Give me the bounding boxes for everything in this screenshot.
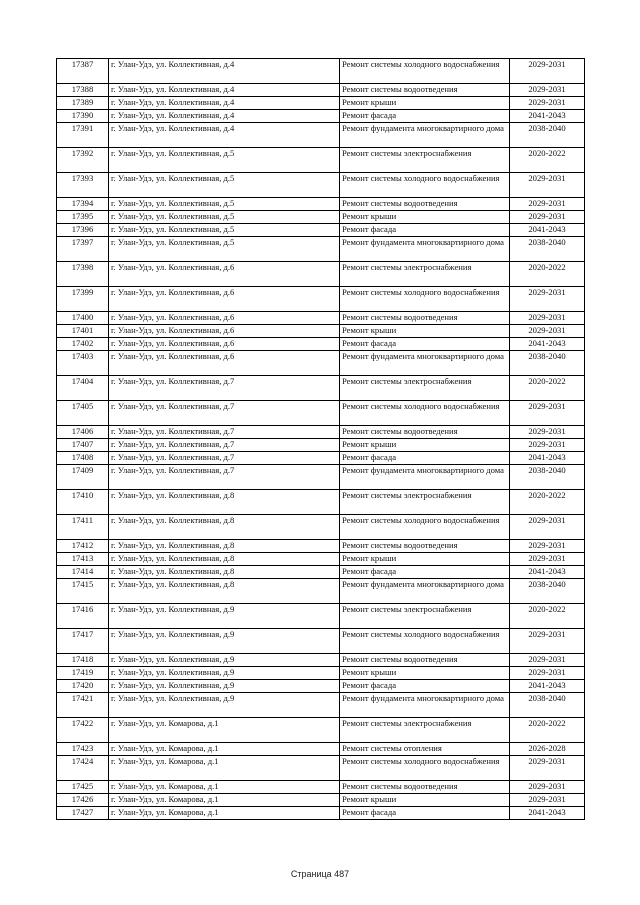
- period-cell: 2029-2031: [510, 629, 585, 654]
- period-cell: 2041-2043: [510, 452, 585, 465]
- period-cell: 2041-2043: [510, 338, 585, 351]
- work-type-cell: Ремонт крыши: [340, 97, 510, 110]
- period-cell: 2038-2040: [510, 579, 585, 604]
- address-cell: г. Улан-Удэ, ул. Комарова, д.1: [109, 807, 340, 820]
- row-number-cell: 17427: [57, 807, 109, 820]
- period-cell: 2041-2043: [510, 110, 585, 123]
- address-cell: г. Улан-Удэ, ул. Коллективная, д.9: [109, 629, 340, 654]
- row-number-cell: 17419: [57, 667, 109, 680]
- work-type-cell: Ремонт системы холодного водоснабжения: [340, 629, 510, 654]
- row-number-cell: 17388: [57, 84, 109, 97]
- address-cell: г. Улан-Удэ, ул. Коллективная, д.8: [109, 579, 340, 604]
- period-cell: 2041-2043: [510, 680, 585, 693]
- work-type-cell: Ремонт системы водоотведения: [340, 426, 510, 439]
- address-cell: г. Улан-Удэ, ул. Коллективная, д.8: [109, 566, 340, 579]
- work-type-cell: Ремонт системы отопления: [340, 743, 510, 756]
- row-number-cell: 17395: [57, 211, 109, 224]
- address-cell: г. Улан-Удэ, ул. Коллективная, д.5: [109, 211, 340, 224]
- work-type-cell: Ремонт фундамента многоквартирного дома: [340, 693, 510, 718]
- table-row: [57, 781, 585, 794]
- work-type-cell: Ремонт фасада: [340, 338, 510, 351]
- work-type-cell: Ремонт фундамента многоквартирного дома: [340, 465, 510, 490]
- row-number-cell: 17408: [57, 452, 109, 465]
- row-number-cell: 17387: [57, 59, 109, 84]
- table-row: [57, 338, 585, 351]
- row-number-cell: 17411: [57, 515, 109, 540]
- table-row: [57, 211, 585, 224]
- work-type-cell: Ремонт системы электроснабжения: [340, 262, 510, 287]
- row-number-cell: 17396: [57, 224, 109, 237]
- table-row: [57, 262, 585, 287]
- work-type-cell: Ремонт системы водоотведения: [340, 540, 510, 553]
- table-row: [57, 718, 585, 743]
- period-cell: 2041-2043: [510, 566, 585, 579]
- work-type-cell: Ремонт фундамента многоквартирного дома: [340, 579, 510, 604]
- row-number-cell: 17403: [57, 351, 109, 376]
- period-cell: 2020-2022: [510, 376, 585, 401]
- row-number-cell: 17415: [57, 579, 109, 604]
- work-type-cell: Ремонт системы водоотведения: [340, 198, 510, 211]
- row-number-cell: 17418: [57, 654, 109, 667]
- work-type-cell: Ремонт системы электроснабжения: [340, 718, 510, 743]
- address-cell: г. Улан-Удэ, ул. Коллективная, д.8: [109, 540, 340, 553]
- work-type-cell: Ремонт системы водоотведения: [340, 84, 510, 97]
- period-cell: 2029-2031: [510, 84, 585, 97]
- row-number-cell: 17409: [57, 465, 109, 490]
- work-type-cell: Ремонт системы холодного водоснабжения: [340, 59, 510, 84]
- address-cell: г. Улан-Удэ, ул. Комарова, д.1: [109, 794, 340, 807]
- address-cell: г. Улан-Удэ, ул. Коллективная, д.9: [109, 654, 340, 667]
- table-row: [57, 756, 585, 781]
- row-number-cell: 17400: [57, 312, 109, 325]
- period-cell: 2029-2031: [510, 794, 585, 807]
- table-row: [57, 198, 585, 211]
- address-cell: г. Улан-Удэ, ул. Коллективная, д.5: [109, 148, 340, 173]
- period-cell: 2029-2031: [510, 401, 585, 426]
- table-row: [57, 540, 585, 553]
- table-row: [57, 515, 585, 540]
- period-cell: 2038-2040: [510, 351, 585, 376]
- row-number-cell: 17412: [57, 540, 109, 553]
- address-cell: г. Улан-Удэ, ул. Комарова, д.1: [109, 756, 340, 781]
- work-type-cell: Ремонт системы электроснабжения: [340, 604, 510, 629]
- row-number-cell: 17398: [57, 262, 109, 287]
- table-row: [57, 97, 585, 110]
- row-number-cell: 17402: [57, 338, 109, 351]
- table-row: [57, 173, 585, 198]
- period-cell: 2020-2022: [510, 718, 585, 743]
- address-cell: г. Улан-Удэ, ул. Коллективная, д.4: [109, 59, 340, 84]
- work-type-cell: Ремонт фасада: [340, 452, 510, 465]
- address-cell: г. Улан-Удэ, ул. Коллективная, д.7: [109, 452, 340, 465]
- row-number-cell: 17417: [57, 629, 109, 654]
- address-cell: г. Улан-Удэ, ул. Коллективная, д.5: [109, 198, 340, 211]
- table-row: [57, 287, 585, 312]
- table-row: [57, 224, 585, 237]
- address-cell: г. Улан-Удэ, ул. Коллективная, д.8: [109, 553, 340, 566]
- address-cell: г. Улан-Удэ, ул. Коллективная, д.7: [109, 426, 340, 439]
- table-row: [57, 566, 585, 579]
- row-number-cell: 17422: [57, 718, 109, 743]
- work-type-cell: Ремонт фундамента многоквартирного дома: [340, 237, 510, 262]
- table-row: [57, 351, 585, 376]
- address-cell: г. Улан-Удэ, ул. Комарова, д.1: [109, 743, 340, 756]
- work-type-cell: Ремонт крыши: [340, 211, 510, 224]
- table-row: [57, 794, 585, 807]
- row-number-cell: 17421: [57, 693, 109, 718]
- address-cell: г. Улан-Удэ, ул. Коллективная, д.9: [109, 667, 340, 680]
- period-cell: 2029-2031: [510, 173, 585, 198]
- work-type-cell: Ремонт системы водоотведения: [340, 781, 510, 794]
- period-cell: 2029-2031: [510, 553, 585, 566]
- address-cell: г. Улан-Удэ, ул. Коллективная, д.9: [109, 680, 340, 693]
- work-type-cell: Ремонт фасада: [340, 224, 510, 237]
- period-cell: 2038-2040: [510, 237, 585, 262]
- period-cell: 2029-2031: [510, 756, 585, 781]
- period-cell: 2041-2043: [510, 807, 585, 820]
- work-type-cell: Ремонт системы холодного водоснабжения: [340, 401, 510, 426]
- work-type-cell: Ремонт фасада: [340, 110, 510, 123]
- work-type-cell: Ремонт системы холодного водоснабжения: [340, 287, 510, 312]
- row-number-cell: 17426: [57, 794, 109, 807]
- address-cell: г. Улан-Удэ, ул. Коллективная, д.8: [109, 515, 340, 540]
- table-row: [57, 680, 585, 693]
- address-cell: г. Улан-Удэ, ул. Коллективная, д.6: [109, 351, 340, 376]
- address-cell: г. Улан-Удэ, ул. Коллективная, д.7: [109, 439, 340, 452]
- table-row: [57, 110, 585, 123]
- table-row: [57, 376, 585, 401]
- row-number-cell: 17424: [57, 756, 109, 781]
- address-cell: г. Улан-Удэ, ул. Коллективная, д.8: [109, 490, 340, 515]
- repair-schedule-table: [56, 58, 585, 820]
- work-type-cell: Ремонт системы холодного водоснабжения: [340, 515, 510, 540]
- row-number-cell: 17413: [57, 553, 109, 566]
- row-number-cell: 17404: [57, 376, 109, 401]
- address-cell: г. Улан-Удэ, ул. Коллективная, д.4: [109, 110, 340, 123]
- work-type-cell: Ремонт системы электроснабжения: [340, 376, 510, 401]
- row-number-cell: 17397: [57, 237, 109, 262]
- address-cell: г. Улан-Удэ, ул. Коллективная, д.5: [109, 237, 340, 262]
- table-row: [57, 604, 585, 629]
- row-number-cell: 17416: [57, 604, 109, 629]
- row-number-cell: 17394: [57, 198, 109, 211]
- table-row: [57, 123, 585, 148]
- address-cell: г. Улан-Удэ, ул. Коллективная, д.7: [109, 376, 340, 401]
- row-number-cell: 17410: [57, 490, 109, 515]
- row-number-cell: 17406: [57, 426, 109, 439]
- period-cell: 2038-2040: [510, 123, 585, 148]
- address-cell: г. Улан-Удэ, ул. Комарова, д.1: [109, 718, 340, 743]
- row-number-cell: 17393: [57, 173, 109, 198]
- period-cell: 2038-2040: [510, 465, 585, 490]
- period-cell: 2029-2031: [510, 198, 585, 211]
- row-number-cell: 17414: [57, 566, 109, 579]
- work-type-cell: Ремонт фундамента многоквартирного дома: [340, 123, 510, 148]
- table-row: [57, 693, 585, 718]
- address-cell: г. Улан-Удэ, ул. Коллективная, д.5: [109, 224, 340, 237]
- table-row: [57, 84, 585, 97]
- address-cell: г. Улан-Удэ, ул. Коллективная, д.5: [109, 173, 340, 198]
- table-row: [57, 553, 585, 566]
- address-cell: г. Улан-Удэ, ул. Коллективная, д.4: [109, 84, 340, 97]
- table-row: [57, 401, 585, 426]
- period-cell: 2029-2031: [510, 439, 585, 452]
- address-cell: г. Улан-Удэ, ул. Коллективная, д.6: [109, 312, 340, 325]
- address-cell: г. Улан-Удэ, ул. Коллективная, д.7: [109, 465, 340, 490]
- period-cell: 2029-2031: [510, 654, 585, 667]
- row-number-cell: 17405: [57, 401, 109, 426]
- period-cell: 2029-2031: [510, 515, 585, 540]
- table-row: [57, 426, 585, 439]
- address-cell: г. Улан-Удэ, ул. Коллективная, д.7: [109, 401, 340, 426]
- table-row: [57, 465, 585, 490]
- table-row: [57, 452, 585, 465]
- work-type-cell: Ремонт крыши: [340, 439, 510, 452]
- table-row: [57, 148, 585, 173]
- period-cell: 2029-2031: [510, 97, 585, 110]
- period-cell: 2029-2031: [510, 287, 585, 312]
- period-cell: 2020-2022: [510, 148, 585, 173]
- period-cell: 2029-2031: [510, 667, 585, 680]
- row-number-cell: 17407: [57, 439, 109, 452]
- work-type-cell: Ремонт системы водоотведения: [340, 654, 510, 667]
- table-row: [57, 59, 585, 84]
- work-type-cell: Ремонт крыши: [340, 325, 510, 338]
- address-cell: г. Улан-Удэ, ул. Коллективная, д.4: [109, 123, 340, 148]
- work-type-cell: Ремонт системы холодного водоснабжения: [340, 173, 510, 198]
- work-type-cell: Ремонт фасада: [340, 566, 510, 579]
- table-row: [57, 667, 585, 680]
- work-type-cell: Ремонт крыши: [340, 794, 510, 807]
- table-row: [57, 439, 585, 452]
- period-cell: 2029-2031: [510, 325, 585, 338]
- period-cell: 2029-2031: [510, 426, 585, 439]
- row-number-cell: 17390: [57, 110, 109, 123]
- work-type-cell: Ремонт фундамента многоквартирного дома: [340, 351, 510, 376]
- period-cell: 2026-2028: [510, 743, 585, 756]
- address-cell: г. Улан-Удэ, ул. Коллективная, д.6: [109, 338, 340, 351]
- period-cell: 2038-2040: [510, 693, 585, 718]
- period-cell: 2029-2031: [510, 540, 585, 553]
- row-number-cell: 17425: [57, 781, 109, 794]
- row-number-cell: 17391: [57, 123, 109, 148]
- table-row: [57, 743, 585, 756]
- address-cell: г. Улан-Удэ, ул. Коллективная, д.9: [109, 604, 340, 629]
- row-number-cell: 17401: [57, 325, 109, 338]
- table-row: [57, 807, 585, 820]
- address-cell: г. Улан-Удэ, ул. Комарова, д.1: [109, 781, 340, 794]
- period-cell: 2029-2031: [510, 781, 585, 794]
- table-row: [57, 579, 585, 604]
- work-type-cell: Ремонт фасада: [340, 807, 510, 820]
- period-cell: 2020-2022: [510, 262, 585, 287]
- table-row: [57, 629, 585, 654]
- work-type-cell: Ремонт системы водоотведения: [340, 312, 510, 325]
- row-number-cell: 17392: [57, 148, 109, 173]
- table-row: [57, 654, 585, 667]
- period-cell: 2041-2043: [510, 224, 585, 237]
- address-cell: г. Улан-Удэ, ул. Коллективная, д.6: [109, 262, 340, 287]
- work-type-cell: Ремонт крыши: [340, 667, 510, 680]
- period-cell: 2020-2022: [510, 490, 585, 515]
- table-body: [57, 59, 585, 820]
- period-cell: 2029-2031: [510, 59, 585, 84]
- work-type-cell: Ремонт фасада: [340, 680, 510, 693]
- row-number-cell: 17423: [57, 743, 109, 756]
- address-cell: г. Улан-Удэ, ул. Коллективная, д.6: [109, 287, 340, 312]
- row-number-cell: 17389: [57, 97, 109, 110]
- period-cell: 2029-2031: [510, 211, 585, 224]
- table-row: [57, 325, 585, 338]
- address-cell: г. Улан-Удэ, ул. Коллективная, д.9: [109, 693, 340, 718]
- work-type-cell: Ремонт системы электроснабжения: [340, 490, 510, 515]
- row-number-cell: 17399: [57, 287, 109, 312]
- table-row: [57, 312, 585, 325]
- table-row: [57, 237, 585, 262]
- address-cell: г. Улан-Удэ, ул. Коллективная, д.4: [109, 97, 340, 110]
- period-cell: 2020-2022: [510, 604, 585, 629]
- period-cell: 2029-2031: [510, 312, 585, 325]
- work-type-cell: Ремонт системы электроснабжения: [340, 148, 510, 173]
- work-type-cell: Ремонт крыши: [340, 553, 510, 566]
- page-number-footer: Страница 487: [290, 869, 350, 879]
- row-number-cell: 17420: [57, 680, 109, 693]
- address-cell: г. Улан-Удэ, ул. Коллективная, д.6: [109, 325, 340, 338]
- work-type-cell: Ремонт системы холодного водоснабжения: [340, 756, 510, 781]
- table-row: [57, 490, 585, 515]
